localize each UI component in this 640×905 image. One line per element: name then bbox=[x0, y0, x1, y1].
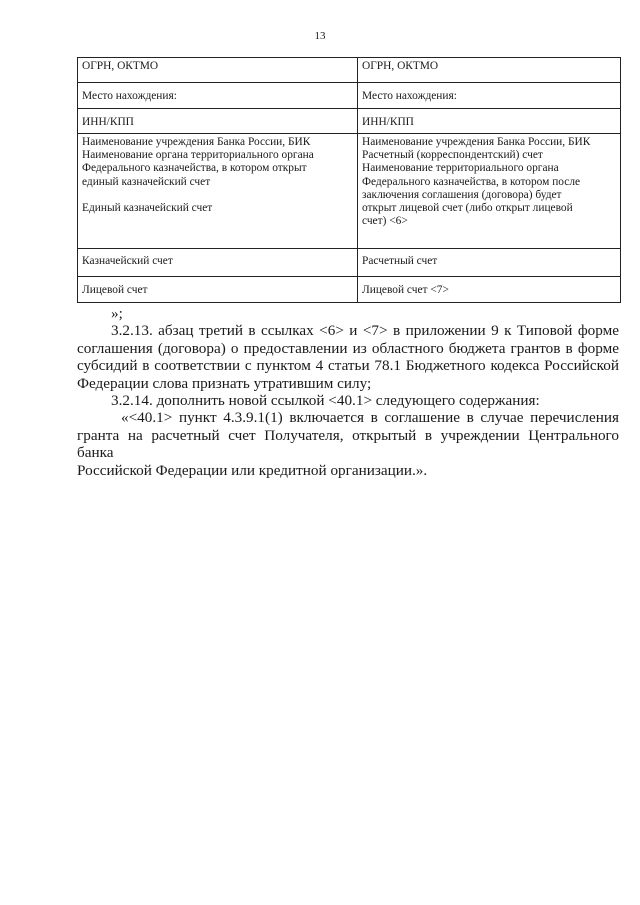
closing-quote: »; bbox=[111, 305, 123, 322]
paragraph-3-2-13-line: 3.2.13. абзац третий в ссылках <6> и <7> в приложении 9 к Типовой форме bbox=[111, 322, 619, 340]
cell-text: Федерального казначейства, в котором открыт bbox=[82, 162, 307, 175]
table-row bbox=[78, 109, 621, 134]
table-row bbox=[78, 83, 621, 109]
table-cell bbox=[358, 249, 621, 277]
table-cell bbox=[78, 83, 358, 109]
table-cell bbox=[358, 134, 621, 249]
cell-text: Место нахождения: bbox=[362, 90, 457, 102]
cell-text: Единый казначейский счет bbox=[82, 201, 213, 214]
table-cell bbox=[358, 83, 621, 109]
cell-text: заключения соглашения (договора) будет bbox=[362, 188, 562, 201]
table-cell bbox=[78, 109, 358, 134]
cell-text: ОГРН, ОКТМО bbox=[82, 60, 159, 72]
table-cell bbox=[358, 58, 621, 83]
table-cell bbox=[358, 277, 621, 303]
footnote-40-1-line: Российской Федерации или кредитной организации.». bbox=[77, 461, 428, 479]
cell-text: ОГРН, ОКТМО bbox=[362, 60, 439, 72]
footnote-40-1-line: «<40.1> пункт 4.3.9.1(1) включается в соглашение в случае перечисления bbox=[121, 409, 619, 427]
cell-text: Наименование органа территориального органа bbox=[82, 149, 314, 162]
table-row bbox=[78, 277, 621, 303]
table-cell bbox=[78, 134, 358, 249]
page-number: 13 bbox=[314, 30, 326, 42]
cell-text: Наименование учреждения Банка России, БИК bbox=[82, 136, 311, 148]
table-cell bbox=[358, 109, 621, 134]
table-row bbox=[78, 134, 621, 249]
table-cell bbox=[78, 277, 358, 303]
paragraph-3-2-14: 3.2.14. дополнить новой ссылкой <40.1> следующего содержания: bbox=[111, 392, 540, 410]
document-body bbox=[77, 305, 619, 479]
cell-text: Расчетный (корреспондентский) счет bbox=[362, 149, 543, 162]
cell-text: Лицевой счет bbox=[82, 284, 148, 296]
cell-text: Наименование учреждения Банка России, БИК bbox=[362, 136, 591, 148]
table-row bbox=[78, 249, 621, 277]
cell-text: Казначейский счет bbox=[82, 255, 173, 267]
paragraph-3-2-13-line: соглашения (договора) о предоставлении из областного бюджета грантов в форме bbox=[77, 339, 619, 357]
cell-text: единый казначейский счет bbox=[82, 175, 211, 188]
paragraph-3-2-13-line: Федерации слова признать утратившим силу; bbox=[77, 374, 372, 392]
cell-text: Место нахождения: bbox=[82, 90, 177, 102]
requisites-table bbox=[77, 57, 621, 303]
table-row bbox=[78, 58, 621, 83]
cell-text: Расчетный счет bbox=[362, 255, 438, 267]
footnote-40-1-line: гранта на расчетный счет Получателя, открытый в учреждении Центрального банка bbox=[77, 426, 619, 462]
cell-text: ИНН/КПП bbox=[362, 116, 414, 128]
table-cell bbox=[78, 58, 358, 83]
cell-text: Наименование территориального органа bbox=[362, 162, 559, 175]
cell-text: Лицевой счет <7> bbox=[362, 284, 449, 296]
cell-text: Федерального казначейства, в котором после bbox=[362, 175, 581, 188]
cell-text: открыт лицевой счет (либо открыт лицевой bbox=[362, 202, 573, 215]
paragraph-3-2-13-line: субсидий в соответствии с пунктом 4 статьи 78.1 Бюджетного кодекса Российской bbox=[77, 357, 619, 375]
cell-spacer bbox=[82, 189, 354, 202]
cell-text: счет) <6> bbox=[362, 215, 408, 228]
table-cell bbox=[78, 249, 358, 277]
cell-text: ИНН/КПП bbox=[82, 116, 134, 128]
